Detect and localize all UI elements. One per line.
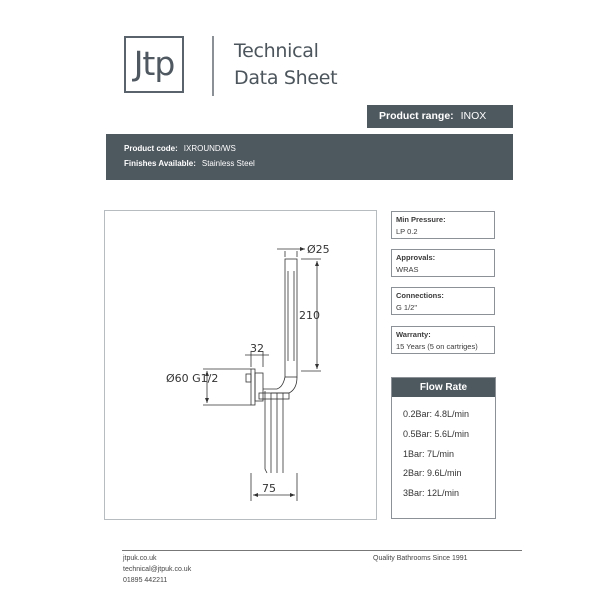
spec-label: Min Pressure: (396, 215, 446, 224)
flow-rate-item: 3Bar: 12L/min (403, 488, 460, 499)
flow-rate-title: Flow Rate (392, 378, 495, 397)
footer-tagline: Quality Bathrooms Since 1991 (373, 555, 468, 562)
footer-phone: 01895 442211 (123, 577, 168, 584)
dim-height: 210 (299, 309, 320, 322)
footer-contact (123, 553, 191, 586)
spec-connections (391, 287, 495, 315)
finishes-label: Finishes Available: (124, 159, 196, 168)
flow-rate-item: 0.2Bar: 4.8L/min (403, 409, 470, 419)
spec-warranty (391, 326, 495, 354)
flow-rate-item: 1Bar: 7L/min (403, 448, 455, 459)
header-divider (212, 36, 214, 96)
dim-diameter-top: Ø25 (307, 243, 330, 256)
product-code-label: Product code: (124, 144, 178, 153)
handset-neck (263, 377, 285, 389)
spec-value: 15 Years (5 on cartriges) (396, 342, 478, 351)
spec-value: WRAS (396, 265, 419, 274)
spec-approvals (391, 249, 495, 277)
finishes-value: Stainless Steel (201, 159, 255, 168)
flow-rate-item: 0.5Bar: 5.6L/min (403, 428, 470, 439)
product-code-row (124, 141, 513, 156)
flow-rate-box (391, 377, 496, 519)
product-code-value: IXROUND/WS (183, 144, 236, 153)
product-range-bar (367, 105, 513, 128)
finishes-row (124, 156, 513, 171)
handset-body (285, 259, 297, 377)
flow-rate-item: 2Bar: 9.6L/min (403, 468, 462, 479)
product-range-label: Product range: (379, 110, 454, 122)
jtp-logo (124, 36, 184, 93)
spec-label: Connections: (396, 291, 444, 300)
product-info-bar (106, 134, 513, 180)
dim-flange: Ø60 G1/2 (166, 372, 219, 385)
dim-outlet: 32 (250, 342, 264, 355)
wall-plate (251, 369, 255, 405)
logo-text: Jtp (133, 44, 175, 83)
spec-value: LP 0.2 (396, 227, 418, 236)
spec-label: Approvals: (396, 253, 436, 262)
title-line-1: Technical (234, 40, 319, 62)
product-range-value: INOX (460, 110, 487, 122)
footer-email-link[interactable]: technical@jtpuk.co.uk (123, 566, 192, 573)
technical-drawing-frame (104, 210, 377, 520)
connector (246, 374, 251, 382)
dim-width: 75 (262, 482, 276, 495)
hose (265, 391, 267, 473)
spec-min-pressure (391, 211, 495, 239)
spec-value: G 1/2" (396, 303, 418, 312)
flow-rate-list (392, 397, 495, 504)
footer-website-link[interactable]: jtpuk.co.uk (123, 555, 157, 562)
sheet-title (234, 38, 337, 92)
footer-divider (122, 550, 522, 551)
spec-label: Warranty: (396, 330, 431, 339)
technical-drawing (105, 211, 378, 521)
title-line-2: Data Sheet (234, 67, 338, 89)
